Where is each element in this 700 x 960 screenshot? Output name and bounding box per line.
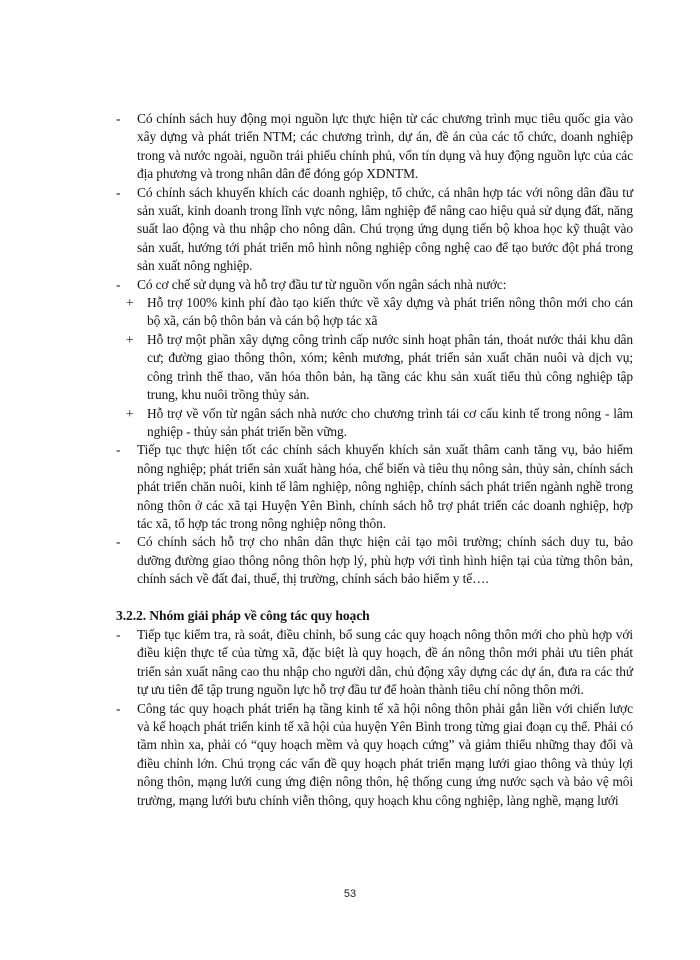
bullet-dash: - — [116, 184, 121, 200]
list-item — [116, 533, 633, 588]
list-item-text: Có cơ chế sử dụng và hỗ trợ đầu tư từ nguồn vốn ngân sách nhà nước: — [137, 276, 507, 292]
bullet-dash: - — [116, 276, 121, 292]
document-body — [116, 110, 633, 810]
bullet-plus: + — [126, 295, 134, 311]
list-item — [116, 700, 633, 810]
sub-list-item — [116, 294, 633, 331]
list-item-text: Có chính sách hỗ trợ cho nhân dân thực hiện cải tạo môi trường; chính sách duy tu, bảo dưỡng đường giao thông nông thôn hợp lý, phù hợp với tình hình hiện tại của từng thôn bản, chính sách về đất đai, thuế, thị trường, chính sách bảo hiểm y tế…. — [137, 534, 633, 587]
list-item — [116, 110, 633, 184]
bullet-dash: - — [116, 534, 121, 550]
list-item-text: Tiếp tục thực hiện tốt các chính sách khuyến khích sản xuất thâm canh tăng vụ, bảo hiểm nông nghiệp; phát triển sản xuất hàng hóa, chế biến và tiêu thụ nông sản, thủy sản, chính sách phát triển chăn nuôi, kinh tế lâm nghiệp, nông nghiệp, chính sách phát triển ngành nghề trong nông thôn ở các xã tại Huyện Yên Bình, chính sách hỗ trợ phát triển các doanh nghiệp, hợp tác xã, tổ hợp tác trong nông nghiệp nông thôn. — [137, 442, 633, 531]
sub-list-item — [116, 405, 633, 442]
sub-list-item-text: Hỗ trợ về vốn từ ngân sách nhà nước cho chương trình tái cơ cấu kinh tế trong nông - lâm nghiệp - thủy sản phát triển bền vững. — [147, 405, 633, 439]
sub-list-item-text: Hỗ trợ 100% kinh phí đào tạo kiến thức về xây dựng và phát triển nông thôn mới cho cán bộ xã, cán bộ thôn bản và cán bộ hợp tác xã — [147, 295, 633, 329]
sub-list-item-text: Hỗ trợ một phần xây dựng công trình cấp nước sinh hoạt phân tán, thoát nước thải khu dân cư; đường giao thông thôn, xóm; kênh mương, phát triển sản xuất chăn nuôi và dịch vụ; công trình thể thao, văn hóa thôn bản, hạ tầng các khu sản xuất tiểu thủ công nghiệp tập trung, khu nuôi trồng thủy sản. — [147, 331, 633, 403]
list-item-text: Tiếp tục kiểm tra, rà soát, điều chỉnh, bổ sung các quy hoạch nông thôn mới cho phù hợp với điều kiện thực tế của từng xã, đặc biệt là quy hoạch, đề án nông thôn mới phải ưu tiên phát triển sản xuất nâng cao thu nhập cho người dân, chủ động xây dựng các dự án, đưa ra các thứ tự ưu tiên để tập trung nguồn lực hỗ trợ đầu tư để hoàn thành tiêu chí nông thôn mới. — [137, 626, 633, 698]
bullet-plus: + — [126, 405, 134, 421]
list-item-text: Có chính sách khuyến khích các doanh nghiệp, tổ chức, cá nhân hợp tác với nông dân đầu tư sản xuất, kinh doanh trong lĩnh vực nông, lâm nghiệp để nâng cao hiệu quả sử dụng đất, năng suất lao động và thu nhập cho nông dân. Chú trọng ứng dụng tiến bộ khoa học kỹ thuật vào sản xuất, hướng tới phát triển mô hình nông nghiệp công nghệ cao để tạo bước đột phá trong sản xuất nông nghiệp. — [137, 184, 633, 274]
list-item — [116, 276, 633, 294]
section-heading: 3.2.2. Nhóm giải pháp về công tác quy hoạch — [116, 607, 370, 623]
list-item — [116, 184, 633, 276]
page-number: 53 — [343, 888, 357, 900]
bullet-dash: - — [116, 626, 121, 642]
bullet-dash: - — [116, 700, 121, 716]
bullet-dash: - — [116, 111, 121, 126]
list-item — [116, 441, 633, 533]
bullet-dash: - — [116, 442, 121, 458]
bullet-plus: + — [126, 331, 134, 347]
list-item — [116, 626, 633, 700]
list-item-text: Công tác quy hoạch phát triển hạ tầng kinh tế xã hội nông thôn phải gắn liền với chiến lược và kế hoạch phát triển kinh tế xã hội của huyện Yên Bình trong từng giai đoạn cụ thể. Phải có tầm nhìn xa, phải có “quy hoạch mềm và quy hoạch cứng” và giảm thiểu những thay đổi và điều chỉnh lớn. Chú trọng các vấn đề quy hoạch phát triển mạng lưới giao thông và thủy lợi nông thôn, mạng lưới cung ứng điện nông thôn, hệ thống cung ứng nước sạch và bảo vệ môi trường, mạng lưới bưu chính viễn thông, quy hoạch khu công nghiệp, làng nghề, mạng lưới — [137, 700, 633, 808]
sub-list-item — [116, 331, 633, 405]
list-item-text: Có chính sách huy động mọi nguồn lực thực hiện từ các chương trình mục tiêu quốc gia vào xây dựng và phát triển NTM; các chương trình, dự án, đề án của các tổ chức, doanh nghiệp trong và nước ngoài, nguồn trái phiếu chính phủ, vốn tín dụng và huy động nguồn lực của các địa phương và trong nhân dân để đóng góp XDNTM. — [137, 111, 633, 182]
